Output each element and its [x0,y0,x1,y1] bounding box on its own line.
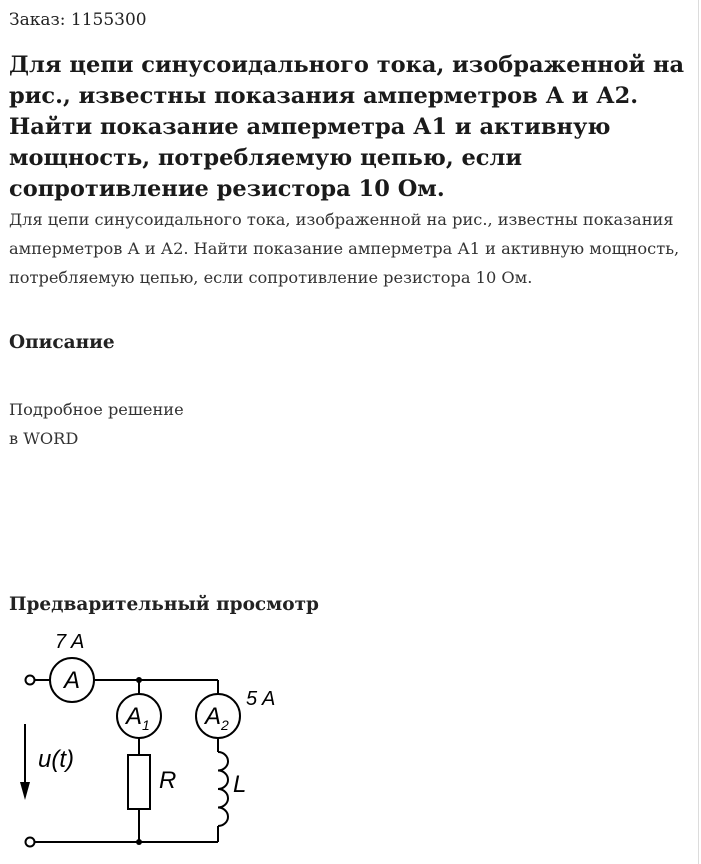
voltage-arrow-head [20,782,30,800]
terminal-bottom [26,838,35,847]
terminal-top [26,676,35,685]
solution-details [9,395,184,453]
detail-line: Подробное решение [9,400,184,419]
ammeter-2-label: $A_2$ [205,703,229,733]
ammeter-main-label: A [63,667,81,694]
section-title-description: Описание [9,332,115,353]
page-title: Для цепи синусоидального тока, изображенной на рис., известны показания амперметров А и А2. Найти показание амперметра А1 и активную мощность, потребляемую цепью, если сопротивление резистора 10 Ом. [9,52,685,202]
current-a2-label: 5 A [246,688,276,710]
junction-dot [136,839,142,845]
page-edge-line [698,0,699,864]
junction-dot [136,677,142,683]
current-total-label: 7 A [55,631,85,653]
inductor-symbol [218,752,228,826]
ammeter-1-label: $A_1$ [126,703,150,733]
inductor-label: L [233,771,247,798]
circuit-preview-image [0,624,320,860]
resistor-symbol [128,755,150,809]
resistor-label: R [159,767,177,794]
order-number: Заказ: 1155300 [9,10,147,30]
task-description: Для цепи синусоидального тока, изображенной на рис., известны показания амперметров А и А2. Найти показание амперметра А1 и активную мощность, потребляемую цепью, если сопротивление резистора 10 Ом. [9,210,680,287]
detail-line: в WORD [9,429,79,448]
section-title-preview: Предварительный просмотр [9,594,319,615]
voltage-label: u(t) [38,746,74,773]
